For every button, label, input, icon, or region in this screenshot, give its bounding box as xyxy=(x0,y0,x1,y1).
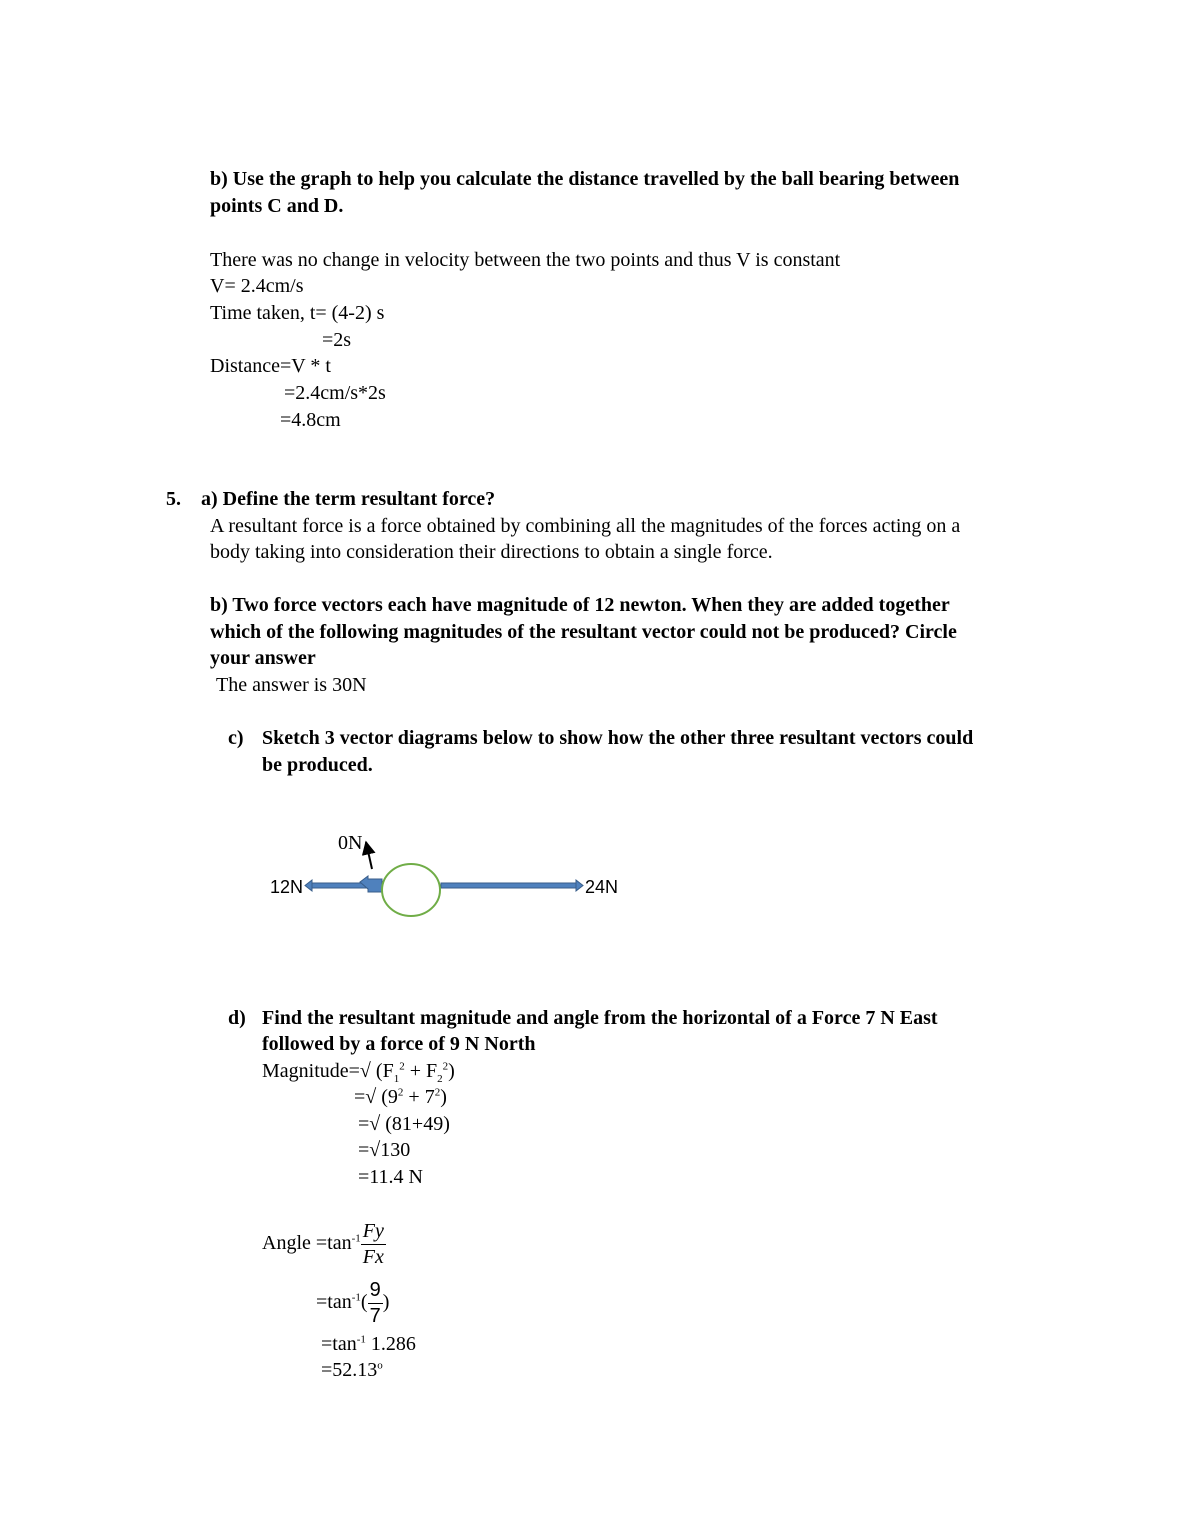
angle-fraction: $\frac{Fy}{Fx}$ xyxy=(362,1219,384,1268)
q5b-answer: The answer is 30N xyxy=(216,674,367,696)
angle-result: $=52.13^o$ xyxy=(321,1359,383,1381)
q5-number: 5. xyxy=(166,488,181,510)
angle-value-fraction: $\frac{9}{7}$ xyxy=(369,1278,381,1327)
magnitude-sum: =√ (81+49) xyxy=(358,1113,450,1135)
right-force-arrow xyxy=(441,880,583,891)
q5c-question-line2: be produced. xyxy=(262,754,373,776)
short-left-force-arrow xyxy=(360,876,382,892)
q4b-time-value: =2s xyxy=(322,329,352,351)
q4b-question-line1: b) Use the graph to help you calculate the distance travelled by the ball bearing between xyxy=(210,168,960,190)
q5d-question-line1: Find the resultant magnitude and angle from the horizontal of a Force 7 N East xyxy=(262,1007,938,1029)
label-0n: 0N xyxy=(338,832,363,854)
q4b-velocity: V= 2.4cm/s xyxy=(210,275,304,297)
q4b-distance-formula: Distance=V * t xyxy=(210,355,331,377)
q5d-label: d) xyxy=(228,1007,246,1029)
q5b-question-line1: b) Two force vectors each have magnitude of 12 newton. When they are added together xyxy=(210,594,950,616)
q5b-question-line3: your answer xyxy=(210,647,316,669)
magnitude-result: =11.4 N xyxy=(358,1166,423,1188)
q5c-label: c) xyxy=(228,727,244,749)
q4b-distance-substitution: =2.4cm/s*2s xyxy=(284,382,386,404)
q5b-question-line2: which of the following magnitudes of the resultant vector could not be produced? Circle xyxy=(210,621,957,643)
angle-substitution: $=\tan^{-1}$( $\frac{9}{7}$ ) xyxy=(316,1278,390,1327)
label-24n: 24N xyxy=(585,877,619,897)
magnitude-substitution: =√ $(9^2 + 7^2)$ xyxy=(354,1086,447,1108)
q5a-answer-line2: body taking into consideration their directions to obtain a single force. xyxy=(210,541,773,563)
q4b-question-line2: points C and D. xyxy=(210,195,344,217)
up-force-arrow xyxy=(366,842,372,869)
magnitude-root: =√130 xyxy=(358,1139,411,1161)
q5d-question-line2: followed by a force of 9 N North xyxy=(262,1033,536,1055)
q5a-question: a) Define the term resultant force? xyxy=(201,488,496,510)
magnitude-formula: Magnitude=√ $(F_1^2 + F_2^2)$ xyxy=(262,1060,455,1085)
q5a-answer-line1: A resultant force is a force obtained by combining all the magnitudes of the forces acting on a xyxy=(210,515,961,537)
q4b-answer-line: There was no change in velocity between the two points and thus V is constant xyxy=(210,249,841,271)
q5c-question-line1: Sketch 3 vector diagrams below to show how the other three resultant vectors could xyxy=(262,727,974,749)
q4b-distance-result: =4.8cm xyxy=(280,409,341,431)
label-12n: 12N xyxy=(270,877,304,897)
angle-formula: Angle $=\tan^{-1}$ $\frac{Fy}{Fx}$ xyxy=(262,1219,384,1268)
body-circle xyxy=(382,864,440,916)
angle-decimal: $=\tan^{-1}$ 1.286 xyxy=(321,1333,416,1355)
q4b-time-taken: Time taken, t= (4-2) s xyxy=(210,302,385,324)
